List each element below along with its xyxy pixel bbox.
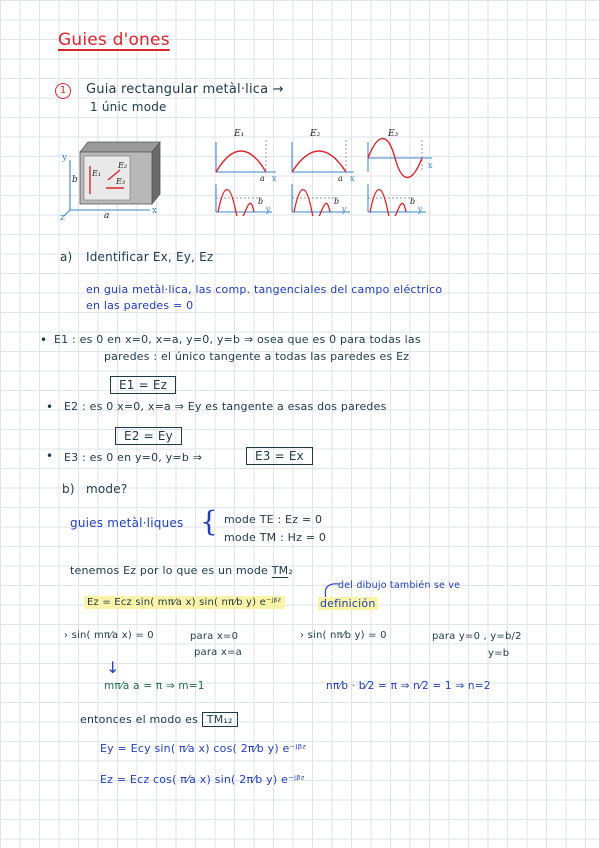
ez-equation: Ez = Ecz sin( mπ⁄a x) sin( nπ⁄b y) e⁻ʲᵝᶻ	[84, 596, 285, 609]
waveguide-top-face	[80, 142, 160, 152]
plot-e1-top-a: a	[260, 174, 265, 183]
section-subheading: 1 únic mode	[90, 100, 167, 114]
label-a: a	[104, 211, 110, 220]
bullet-e2: •	[46, 400, 54, 414]
cond-left: › sin( mπ⁄a x) = 0	[64, 630, 154, 641]
plot-e1-top-curve	[216, 151, 266, 172]
bullet-e1: •	[40, 333, 48, 347]
plot-e3-bottom-b: b	[410, 197, 416, 206]
mode-plots	[210, 126, 440, 216]
label-e1: E₁	[92, 169, 102, 178]
entonces-prefix: entonces el modo es	[80, 713, 202, 726]
rule-te: mode TE : Ez = 0	[224, 513, 323, 526]
rule-left: guies metàl·liques	[70, 516, 184, 530]
cond-right-para-2: y=b	[488, 648, 510, 659]
plot-e1-label: E₁	[234, 129, 245, 139]
e1-line-2: paredes : el único tangente a todas las paredes es Ez	[104, 350, 410, 363]
waveguide-figure	[60, 130, 170, 220]
plot-e1-top-x: x	[272, 174, 277, 183]
result-n: nπ⁄b · b⁄2 = π ⇒ n⁄2 = 1 ⇒ n=2	[326, 680, 491, 692]
plot-e2-top-a: a	[338, 174, 343, 183]
cond-left-para-1: para x=0	[190, 631, 239, 642]
e1-result-box: E1 = Ez	[110, 376, 176, 394]
e1-line-1: E1 : es 0 en x=0, x=a, y=0, y=b ⇒ osea que es 0 para todas las	[54, 333, 421, 346]
label-e2: E₂	[118, 161, 128, 170]
e3-line: E3 : es 0 en y=0, y=b ⇒	[64, 451, 203, 464]
result-m: mπ⁄a a = π ⇒ m=1	[104, 680, 205, 692]
plot-e1	[216, 129, 277, 216]
cond-right-para-1: para y=0 , y=b/2	[432, 631, 522, 642]
label-z: z	[60, 213, 65, 220]
ez-final-equation: Ez = Ecz cos( π⁄a x) sin( 2π⁄b y) e⁻ʲᵝᶻ	[100, 773, 306, 786]
e2-line: E2 : es 0 x=0, x=a ⇒ Ey es tangente a esas dos paredes	[64, 400, 387, 413]
plot-e1-bottom-b: b	[258, 197, 264, 206]
mode-result-box: TM₁₂	[202, 712, 238, 727]
cond-left-para-2: para x=a	[194, 647, 242, 658]
part-b-label: b)	[62, 482, 75, 496]
down-arrow-icon: ↓	[106, 658, 120, 677]
section-number: 1	[59, 85, 67, 96]
page-title: Guies d'ones	[58, 30, 170, 50]
rule-brace: {	[200, 505, 218, 538]
dibujo-note: del dibujo también se ve	[338, 580, 461, 591]
tenemos-suffix: ₂	[288, 564, 293, 577]
waveguide-side-face	[152, 142, 160, 204]
tenemos-prefix: tenemos Ez por lo que es un mode	[70, 564, 272, 577]
label-x: x	[152, 206, 158, 216]
e2-result-box: E2 = Ey	[115, 427, 182, 445]
tenemos-line	[70, 564, 293, 577]
part-b-question: mode?	[86, 482, 128, 496]
section-heading: Guia rectangular metàl·lica →	[86, 82, 284, 97]
part-a-note-1: en guia metàl·lica, las comp. tangenciales del campo eléctrico	[86, 283, 443, 296]
part-a-note-2: en las paredes = 0	[86, 299, 194, 312]
axis-z	[64, 210, 70, 216]
part-a-label: a)	[60, 250, 73, 264]
rule-tm: mode TM : Hz = 0	[224, 531, 327, 544]
e3-result-box: E3 = Ex	[246, 447, 313, 465]
plot-e2-label: E₂	[310, 129, 321, 139]
tenemos-tm: TM	[271, 564, 289, 577]
definicion-label: definición	[320, 597, 376, 610]
plot-e3-bottom-y: y	[418, 205, 423, 214]
section-number-circle	[55, 83, 71, 99]
plot-e3-label: E₃	[388, 129, 399, 139]
bullet-e3: •	[46, 449, 54, 463]
plot-e2	[292, 129, 355, 216]
entonces-line	[80, 713, 238, 726]
plot-e2-bottom-b: b	[334, 197, 340, 206]
ey-final-equation: Ey = Ecy sin( π⁄a x) cos( 2π⁄b y) e⁻ʲᵝᶻ	[100, 742, 307, 755]
plot-e1-bottom-y: y	[266, 205, 271, 214]
plot-e2-bottom-y: y	[342, 205, 347, 214]
label-y: y	[62, 153, 68, 163]
cond-right: › sin( nπ⁄b y) = 0	[300, 630, 387, 641]
label-e3: E₃	[116, 177, 126, 186]
plot-e3-top-x: x	[428, 161, 433, 170]
part-a-question: Identificar Ex, Ey, Ez	[86, 250, 214, 264]
plot-e2-top-x: x	[350, 174, 355, 183]
label-b: b	[72, 175, 78, 185]
plot-e2-top-curve	[292, 151, 346, 172]
plot-e3	[368, 129, 433, 216]
